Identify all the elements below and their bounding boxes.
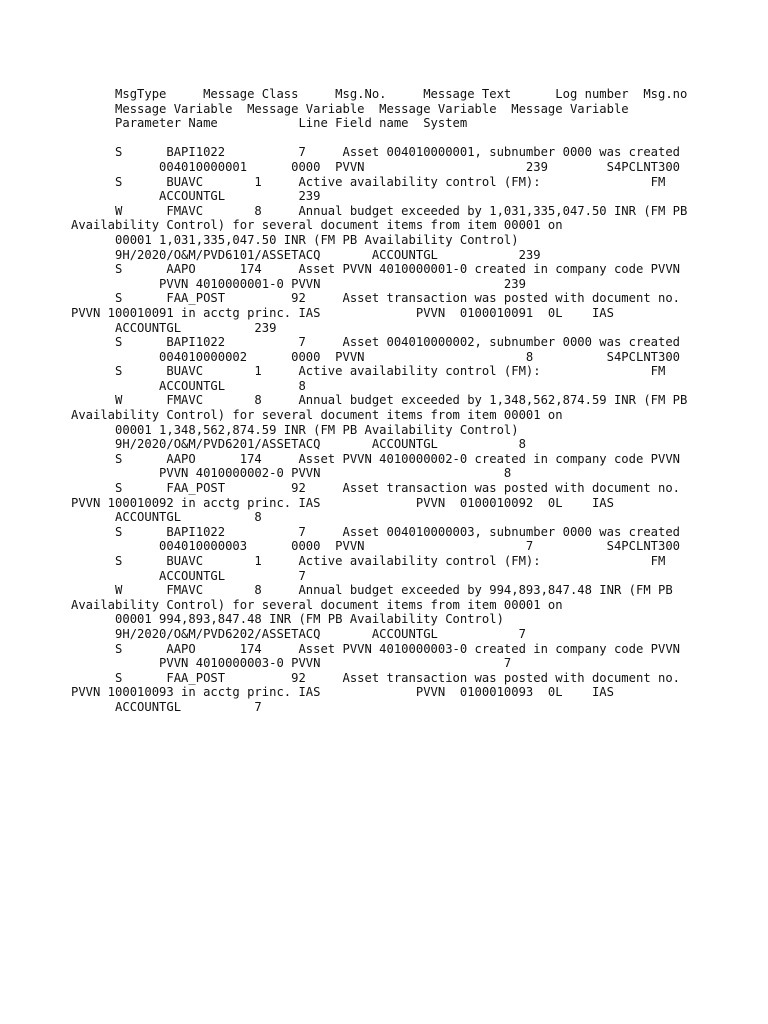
log-line: 00001 994,893,847.48 INR (FM PB Availability Control) (71, 612, 504, 627)
log-line: 00001 1,348,562,874.59 INR (FM PB Availability Control) (71, 422, 519, 437)
log-line: W FMAVC 8 Annual budget exceeded by 1,348,562,874.59 INR (FM PB (71, 393, 688, 408)
log-line: S BUAVC 1 Active availability control (FM): FM (71, 364, 666, 379)
log-line: S BAPI1022 7 Asset 004010000001, subnumber 0000 was created (71, 145, 681, 160)
log-line: ACCOUNTGL 7 (71, 568, 306, 583)
log-line: 004010000002 0000 PVVN 8 S4PCLNT300 (71, 349, 681, 364)
log-line: S AAPO 174 Asset PVVN 4010000001-0 created in company code PVVN (71, 262, 681, 277)
log-line: PVVN 100010093 in acctg princ. IAS PVVN 0100010093 0L IAS (71, 685, 614, 700)
header-line: Parameter Name Line Field name System (71, 116, 468, 131)
log-line: ACCOUNTGL 239 (71, 189, 321, 204)
log-line: PVVN 100010091 in acctg princ. IAS PVVN 0100010091 0L IAS (71, 305, 614, 320)
log-line: PVVN 100010092 in acctg princ. IAS PVVN 0100010092 0L IAS (71, 495, 614, 510)
log-line: ACCOUNTGL 239 (71, 320, 277, 335)
log-line: S AAPO 174 Asset PVVN 4010000002-0 created in company code PVVN (71, 451, 681, 466)
log-line: S AAPO 174 Asset PVVN 4010000003-0 created in company code PVVN (71, 641, 681, 656)
log-line: W FMAVC 8 Annual budget exceeded by 994,893,847.48 INR (FM PB (71, 583, 673, 598)
log-line: Availability Control) for several document items from item 00001 on (71, 597, 563, 612)
log-line: S BUAVC 1 Active availability control (FM): FM (71, 554, 666, 568)
log-line: 004010000001 0000 PVVN 239 S4PCLNT300 (71, 159, 681, 174)
log-line: 9H/2020/O&M/PVD6201/ASSETACQ ACCOUNTGL 8 (71, 437, 526, 452)
log-line: ACCOUNTGL 8 (71, 510, 262, 525)
log-line: ACCOUNTGL 8 (71, 378, 306, 393)
log-line: S FAA_POST 92 Asset transaction was posted with document no. (71, 670, 681, 685)
log-line: 004010000003 0000 PVVN 7 S4PCLNT300 (71, 539, 681, 554)
log-line: W FMAVC 8 Annual budget exceeded by 1,031,335,047.50 INR (FM PB (71, 203, 688, 218)
log-line: S BAPI1022 7 Asset 004010000003, subnumber 0000 was created (71, 524, 681, 539)
log-line: PVVN 4010000002-0 PVVN 8 (71, 466, 512, 481)
log-line: S FAA_POST 92 Asset transaction was posted with document no. (71, 481, 681, 496)
log-line: Availability Control) for several document items from item 00001 on (71, 408, 563, 423)
log-line: Availability Control) for several document items from item 00001 on (71, 218, 563, 233)
log-line: S FAA_POST 92 Asset transaction was posted with document no. (71, 291, 681, 306)
blank-line (71, 131, 761, 146)
header-line: MsgType Message Class Msg.No. Message Text Log number Msg.no (71, 87, 688, 101)
log-line: 00001 1,031,335,047.50 INR (FM PB Availability Control) (71, 232, 519, 247)
log-line: S BAPI1022 7 Asset 004010000002, subnumber 0000 was created (71, 335, 681, 350)
log-line: S BUAVC 1 Active availability control (FM): FM (71, 174, 666, 189)
log-line: PVVN 4010000001-0 PVVN 239 (71, 276, 526, 291)
log-line: ACCOUNTGL 7 (71, 699, 262, 714)
log-line: 9H/2020/O&M/PVD6202/ASSETACQ ACCOUNTGL 7 (71, 626, 526, 641)
log-line: PVVN 4010000003-0 PVVN 7 (71, 656, 512, 671)
header-line: Message Variable Message Variable Message Variable Message Variable (71, 101, 629, 116)
log-document (71, 87, 761, 715)
log-line: 9H/2020/O&M/PVD6101/ASSETACQ ACCOUNTGL 239 (71, 247, 541, 262)
